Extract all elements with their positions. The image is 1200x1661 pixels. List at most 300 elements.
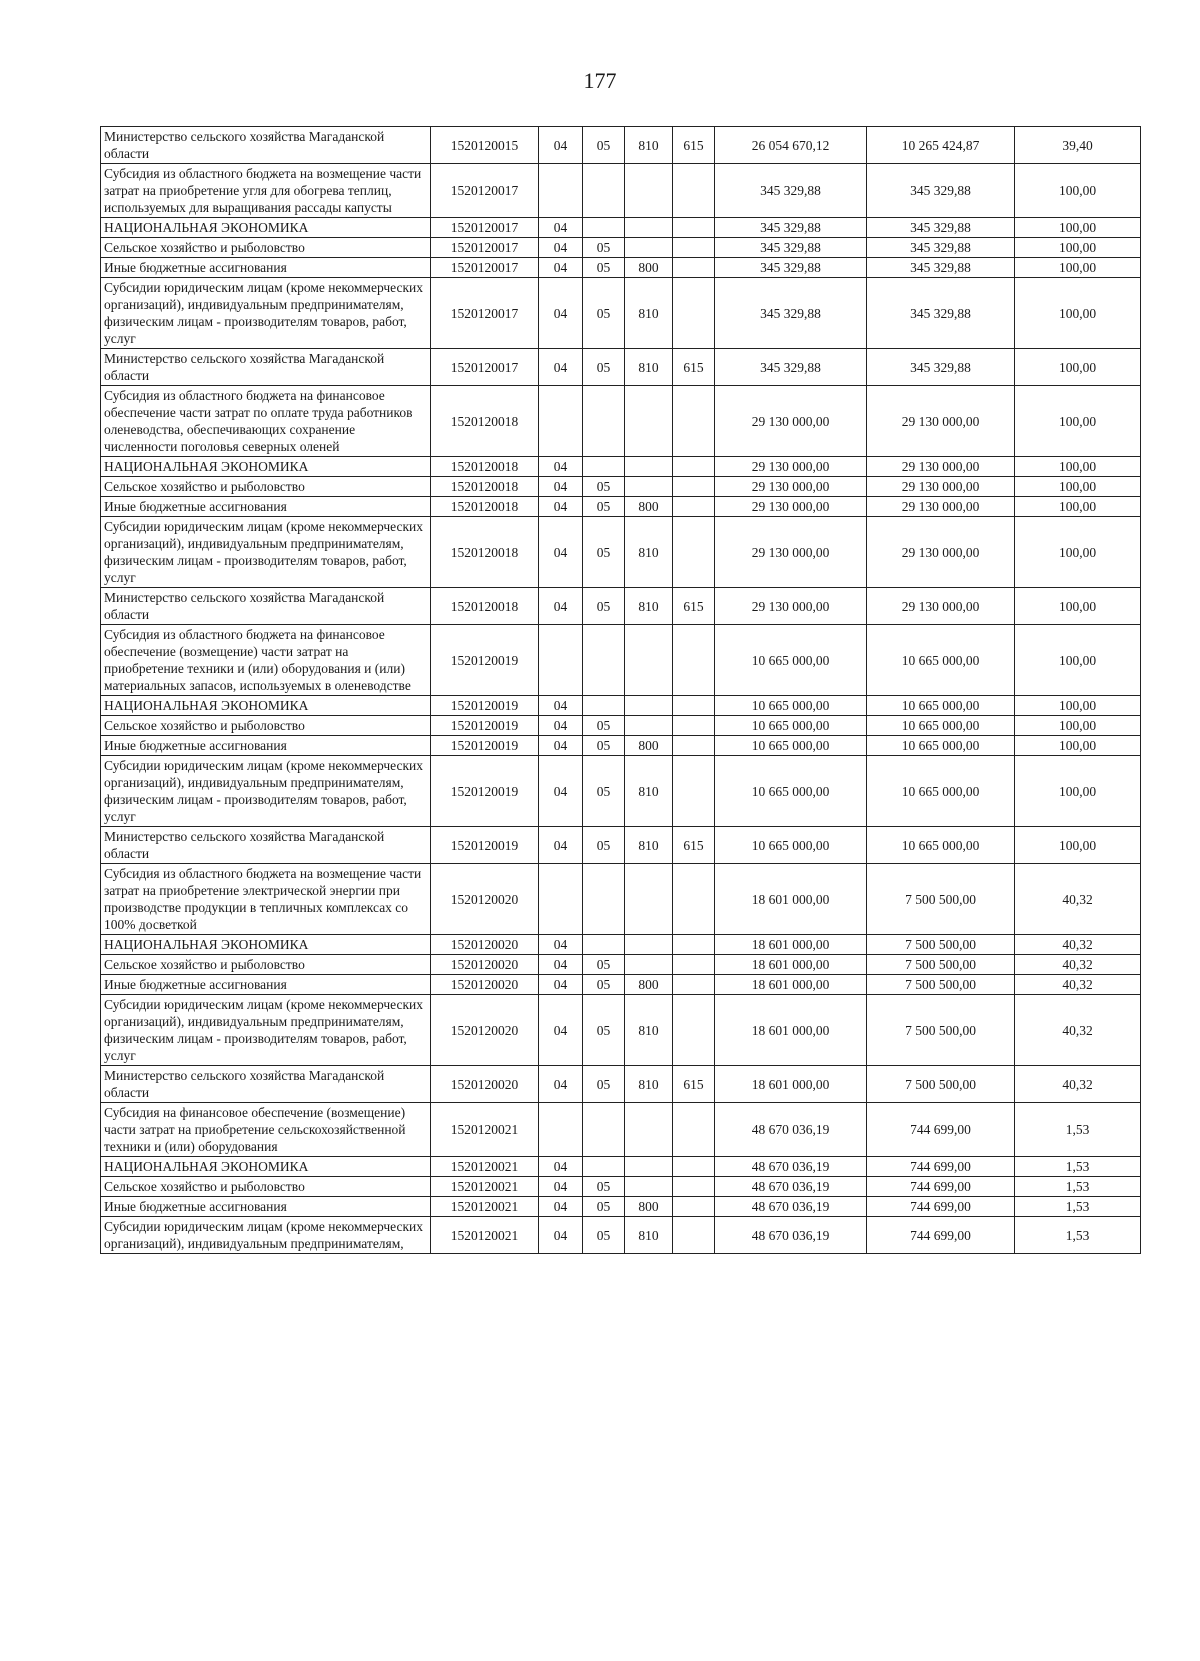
row-administrator: 615 bbox=[673, 127, 715, 164]
row-actual-amount: 345 329,88 bbox=[867, 349, 1015, 386]
row-target-code: 1520120020 bbox=[431, 1066, 539, 1103]
row-target-code: 1520120018 bbox=[431, 457, 539, 477]
table-row bbox=[101, 864, 1141, 935]
row-administrator bbox=[673, 457, 715, 477]
row-actual-amount: 29 130 000,00 bbox=[867, 477, 1015, 497]
row-section: 04 bbox=[539, 218, 583, 238]
row-target-code: 1520120020 bbox=[431, 864, 539, 935]
row-target-code: 1520120018 bbox=[431, 588, 539, 625]
row-administrator bbox=[673, 935, 715, 955]
row-administrator bbox=[673, 218, 715, 238]
row-subsection: 05 bbox=[583, 477, 625, 497]
row-target-code: 1520120017 bbox=[431, 349, 539, 386]
row-actual-amount: 10 665 000,00 bbox=[867, 716, 1015, 736]
row-name: Субсидия из областного бюджета на возмещение части затрат на приобретение угля для обогрева теплиц, используемых для выращивания рассады капусты bbox=[101, 164, 431, 218]
row-target-code: 1520120021 bbox=[431, 1177, 539, 1197]
row-planned-amount: 29 130 000,00 bbox=[715, 517, 867, 588]
row-name: Иные бюджетные ассигнования bbox=[101, 975, 431, 995]
row-target-code: 1520120017 bbox=[431, 164, 539, 218]
row-execution-percent: 100,00 bbox=[1015, 625, 1141, 696]
row-expense-type: 800 bbox=[625, 258, 673, 278]
row-administrator bbox=[673, 238, 715, 258]
page-number: 177 bbox=[583, 68, 617, 93]
row-administrator bbox=[673, 995, 715, 1066]
row-planned-amount: 10 665 000,00 bbox=[715, 625, 867, 696]
row-actual-amount: 10 665 000,00 bbox=[867, 827, 1015, 864]
row-section bbox=[539, 164, 583, 218]
row-execution-percent: 1,53 bbox=[1015, 1217, 1141, 1254]
table-row bbox=[101, 1197, 1141, 1217]
row-section: 04 bbox=[539, 935, 583, 955]
table-row bbox=[101, 736, 1141, 756]
row-expense-type bbox=[625, 477, 673, 497]
row-expense-type bbox=[625, 1103, 673, 1157]
row-expense-type: 800 bbox=[625, 497, 673, 517]
row-execution-percent: 40,32 bbox=[1015, 1066, 1141, 1103]
table-row bbox=[101, 1066, 1141, 1103]
row-planned-amount: 29 130 000,00 bbox=[715, 386, 867, 457]
table-row bbox=[101, 164, 1141, 218]
row-actual-amount: 744 699,00 bbox=[867, 1103, 1015, 1157]
table-row bbox=[101, 1177, 1141, 1197]
row-name: Министерство сельского хозяйства Магаданской области bbox=[101, 588, 431, 625]
row-section: 04 bbox=[539, 827, 583, 864]
table-row bbox=[101, 477, 1141, 497]
row-name: НАЦИОНАЛЬНАЯ ЭКОНОМИКА bbox=[101, 218, 431, 238]
row-name: Субсидии юридическим лицам (кроме некоммерческих организаций), индивидуальным предпринимателям, физическим лицам - производителям товаров, работ, услуг bbox=[101, 995, 431, 1066]
row-target-code: 1520120018 bbox=[431, 386, 539, 457]
row-target-code: 1520120020 bbox=[431, 935, 539, 955]
row-target-code: 1520120020 bbox=[431, 995, 539, 1066]
row-execution-percent: 100,00 bbox=[1015, 588, 1141, 625]
table-row bbox=[101, 827, 1141, 864]
row-name: Сельское хозяйство и рыболовство bbox=[101, 1177, 431, 1197]
row-name: Субсидия из областного бюджета на финансовое обеспечение части затрат по оплате труда работников оленеводства, обеспечивающих сохранение численности поголовья северных оленей bbox=[101, 386, 431, 457]
row-actual-amount: 29 130 000,00 bbox=[867, 457, 1015, 477]
table-row bbox=[101, 278, 1141, 349]
row-actual-amount: 10 665 000,00 bbox=[867, 756, 1015, 827]
row-actual-amount: 7 500 500,00 bbox=[867, 935, 1015, 955]
row-section bbox=[539, 386, 583, 457]
row-subsection: 05 bbox=[583, 1197, 625, 1217]
row-expense-type: 800 bbox=[625, 736, 673, 756]
row-expense-type: 810 bbox=[625, 756, 673, 827]
table-row bbox=[101, 995, 1141, 1066]
row-administrator: 615 bbox=[673, 1066, 715, 1103]
row-actual-amount: 345 329,88 bbox=[867, 238, 1015, 258]
row-name: Субсидии юридическим лицам (кроме некоммерческих организаций), индивидуальным предпринимателям, физическим лицам - производителям товаров, работ, услуг bbox=[101, 278, 431, 349]
row-name: НАЦИОНАЛЬНАЯ ЭКОНОМИКА bbox=[101, 1157, 431, 1177]
row-administrator bbox=[673, 477, 715, 497]
row-execution-percent: 40,32 bbox=[1015, 975, 1141, 995]
row-target-code: 1520120021 bbox=[431, 1197, 539, 1217]
row-planned-amount: 48 670 036,19 bbox=[715, 1103, 867, 1157]
row-section: 04 bbox=[539, 756, 583, 827]
row-name: Субсидия из областного бюджета на возмещение части затрат на приобретение электрической энергии при производстве продукции в тепличных комплексах со 100% досветкой bbox=[101, 864, 431, 935]
row-administrator bbox=[673, 696, 715, 716]
row-execution-percent: 100,00 bbox=[1015, 218, 1141, 238]
row-expense-type bbox=[625, 386, 673, 457]
row-execution-percent: 100,00 bbox=[1015, 457, 1141, 477]
row-execution-percent: 100,00 bbox=[1015, 258, 1141, 278]
row-section: 04 bbox=[539, 588, 583, 625]
row-section: 04 bbox=[539, 1157, 583, 1177]
row-name: Иные бюджетные ассигнования bbox=[101, 1197, 431, 1217]
row-planned-amount: 48 670 036,19 bbox=[715, 1197, 867, 1217]
row-planned-amount: 345 329,88 bbox=[715, 349, 867, 386]
row-execution-percent: 100,00 bbox=[1015, 497, 1141, 517]
row-administrator: 615 bbox=[673, 588, 715, 625]
row-target-code: 1520120017 bbox=[431, 238, 539, 258]
row-target-code: 1520120019 bbox=[431, 827, 539, 864]
row-administrator bbox=[673, 1177, 715, 1197]
row-target-code: 1520120020 bbox=[431, 975, 539, 995]
row-execution-percent: 100,00 bbox=[1015, 386, 1141, 457]
row-target-code: 1520120017 bbox=[431, 258, 539, 278]
row-planned-amount: 10 665 000,00 bbox=[715, 756, 867, 827]
row-planned-amount: 18 601 000,00 bbox=[715, 955, 867, 975]
row-actual-amount: 7 500 500,00 bbox=[867, 975, 1015, 995]
row-planned-amount: 48 670 036,19 bbox=[715, 1217, 867, 1254]
row-actual-amount: 7 500 500,00 bbox=[867, 955, 1015, 975]
row-administrator bbox=[673, 1157, 715, 1177]
row-execution-percent: 100,00 bbox=[1015, 716, 1141, 736]
table-row bbox=[101, 386, 1141, 457]
row-target-code: 1520120019 bbox=[431, 756, 539, 827]
row-execution-percent: 100,00 bbox=[1015, 827, 1141, 864]
row-actual-amount: 29 130 000,00 bbox=[867, 517, 1015, 588]
row-section: 04 bbox=[539, 349, 583, 386]
row-expense-type bbox=[625, 238, 673, 258]
row-administrator bbox=[673, 497, 715, 517]
row-name: Министерство сельского хозяйства Магаданской области bbox=[101, 827, 431, 864]
budget-table bbox=[100, 126, 1141, 1254]
row-expense-type: 810 bbox=[625, 827, 673, 864]
row-name: НАЦИОНАЛЬНАЯ ЭКОНОМИКА bbox=[101, 457, 431, 477]
row-expense-type: 810 bbox=[625, 995, 673, 1066]
row-section bbox=[539, 1103, 583, 1157]
row-planned-amount: 345 329,88 bbox=[715, 278, 867, 349]
row-expense-type: 810 bbox=[625, 1066, 673, 1103]
row-target-code: 1520120017 bbox=[431, 278, 539, 349]
row-subsection bbox=[583, 864, 625, 935]
row-section: 04 bbox=[539, 716, 583, 736]
row-target-code: 1520120019 bbox=[431, 716, 539, 736]
row-subsection: 05 bbox=[583, 736, 625, 756]
table-row bbox=[101, 1217, 1141, 1254]
row-actual-amount: 7 500 500,00 bbox=[867, 995, 1015, 1066]
row-administrator bbox=[673, 1103, 715, 1157]
row-administrator bbox=[673, 517, 715, 588]
row-subsection: 05 bbox=[583, 497, 625, 517]
row-actual-amount: 29 130 000,00 bbox=[867, 497, 1015, 517]
row-actual-amount: 10 265 424,87 bbox=[867, 127, 1015, 164]
row-execution-percent: 1,53 bbox=[1015, 1177, 1141, 1197]
row-section: 04 bbox=[539, 736, 583, 756]
row-actual-amount: 29 130 000,00 bbox=[867, 386, 1015, 457]
row-administrator: 615 bbox=[673, 349, 715, 386]
row-planned-amount: 345 329,88 bbox=[715, 258, 867, 278]
table-row bbox=[101, 349, 1141, 386]
table-row bbox=[101, 127, 1141, 164]
row-execution-percent: 1,53 bbox=[1015, 1157, 1141, 1177]
row-subsection bbox=[583, 164, 625, 218]
row-actual-amount: 345 329,88 bbox=[867, 278, 1015, 349]
row-actual-amount: 744 699,00 bbox=[867, 1177, 1015, 1197]
row-actual-amount: 744 699,00 bbox=[867, 1157, 1015, 1177]
row-name: НАЦИОНАЛЬНАЯ ЭКОНОМИКА bbox=[101, 935, 431, 955]
table-row bbox=[101, 497, 1141, 517]
row-planned-amount: 18 601 000,00 bbox=[715, 1066, 867, 1103]
row-expense-type bbox=[625, 864, 673, 935]
row-planned-amount: 10 665 000,00 bbox=[715, 736, 867, 756]
row-name: Субсидии юридическим лицам (кроме некоммерческих организаций), индивидуальным предпринимателям, bbox=[101, 1217, 431, 1254]
row-target-code: 1520120017 bbox=[431, 218, 539, 238]
row-section: 04 bbox=[539, 696, 583, 716]
row-subsection: 05 bbox=[583, 827, 625, 864]
row-expense-type: 810 bbox=[625, 588, 673, 625]
row-expense-type bbox=[625, 1157, 673, 1177]
row-administrator bbox=[673, 864, 715, 935]
row-administrator bbox=[673, 386, 715, 457]
row-expense-type: 810 bbox=[625, 127, 673, 164]
row-subsection bbox=[583, 386, 625, 457]
row-expense-type bbox=[625, 625, 673, 696]
row-subsection bbox=[583, 1103, 625, 1157]
row-target-code: 1520120015 bbox=[431, 127, 539, 164]
row-actual-amount: 10 665 000,00 bbox=[867, 736, 1015, 756]
row-section: 04 bbox=[539, 238, 583, 258]
row-execution-percent: 40,32 bbox=[1015, 864, 1141, 935]
table-row bbox=[101, 517, 1141, 588]
row-subsection: 05 bbox=[583, 975, 625, 995]
row-administrator bbox=[673, 975, 715, 995]
row-planned-amount: 18 601 000,00 bbox=[715, 975, 867, 995]
row-planned-amount: 345 329,88 bbox=[715, 218, 867, 238]
row-target-code: 1520120021 bbox=[431, 1157, 539, 1177]
row-planned-amount: 10 665 000,00 bbox=[715, 696, 867, 716]
row-subsection bbox=[583, 457, 625, 477]
row-subsection: 05 bbox=[583, 1177, 625, 1197]
row-actual-amount: 10 665 000,00 bbox=[867, 696, 1015, 716]
row-name: Министерство сельского хозяйства Магаданской области bbox=[101, 1066, 431, 1103]
row-expense-type bbox=[625, 1177, 673, 1197]
row-planned-amount: 18 601 000,00 bbox=[715, 864, 867, 935]
row-expense-type bbox=[625, 716, 673, 736]
row-administrator bbox=[673, 625, 715, 696]
row-subsection: 05 bbox=[583, 278, 625, 349]
row-expense-type bbox=[625, 164, 673, 218]
row-subsection bbox=[583, 1157, 625, 1177]
table-row bbox=[101, 955, 1141, 975]
row-execution-percent: 40,32 bbox=[1015, 955, 1141, 975]
row-execution-percent: 100,00 bbox=[1015, 349, 1141, 386]
row-expense-type bbox=[625, 935, 673, 955]
row-section: 04 bbox=[539, 1177, 583, 1197]
row-name: НАЦИОНАЛЬНАЯ ЭКОНОМИКА bbox=[101, 696, 431, 716]
row-administrator bbox=[673, 1197, 715, 1217]
row-subsection: 05 bbox=[583, 588, 625, 625]
row-name: Субсидии юридическим лицам (кроме некоммерческих организаций), индивидуальным предпринимателям, физическим лицам - производителям товаров, работ, услуг bbox=[101, 517, 431, 588]
row-name: Иные бюджетные ассигнования bbox=[101, 497, 431, 517]
row-actual-amount: 744 699,00 bbox=[867, 1197, 1015, 1217]
table-row bbox=[101, 625, 1141, 696]
row-name: Субсидии юридическим лицам (кроме некоммерческих организаций), индивидуальным предпринимателям, физическим лицам - производителям товаров, работ, услуг bbox=[101, 756, 431, 827]
table-row bbox=[101, 696, 1141, 716]
row-administrator bbox=[673, 1217, 715, 1254]
row-execution-percent: 1,53 bbox=[1015, 1197, 1141, 1217]
row-name: Министерство сельского хозяйства Магаданской области bbox=[101, 127, 431, 164]
row-actual-amount: 345 329,88 bbox=[867, 164, 1015, 218]
row-actual-amount: 10 665 000,00 bbox=[867, 625, 1015, 696]
table-row bbox=[101, 975, 1141, 995]
row-planned-amount: 345 329,88 bbox=[715, 164, 867, 218]
row-section: 04 bbox=[539, 1197, 583, 1217]
row-subsection: 05 bbox=[583, 1066, 625, 1103]
row-name: Сельское хозяйство и рыболовство bbox=[101, 477, 431, 497]
row-target-code: 1520120018 bbox=[431, 517, 539, 588]
row-section: 04 bbox=[539, 955, 583, 975]
row-planned-amount: 10 665 000,00 bbox=[715, 716, 867, 736]
row-planned-amount: 29 130 000,00 bbox=[715, 457, 867, 477]
row-section: 04 bbox=[539, 1066, 583, 1103]
row-name: Сельское хозяйство и рыболовство bbox=[101, 716, 431, 736]
row-expense-type bbox=[625, 218, 673, 238]
row-name: Субсидия из областного бюджета на финансовое обеспечение (возмещение) части затрат на приобретение техники и (или) оборудования и (или) материальных запасов, используемых в оленеводстве bbox=[101, 625, 431, 696]
row-planned-amount: 18 601 000,00 bbox=[715, 935, 867, 955]
row-expense-type bbox=[625, 696, 673, 716]
row-section: 04 bbox=[539, 497, 583, 517]
row-target-code: 1520120018 bbox=[431, 477, 539, 497]
row-expense-type: 800 bbox=[625, 1197, 673, 1217]
row-administrator bbox=[673, 955, 715, 975]
row-administrator bbox=[673, 756, 715, 827]
row-execution-percent: 40,32 bbox=[1015, 995, 1141, 1066]
row-expense-type bbox=[625, 955, 673, 975]
row-subsection: 05 bbox=[583, 349, 625, 386]
row-execution-percent: 100,00 bbox=[1015, 696, 1141, 716]
row-planned-amount: 18 601 000,00 bbox=[715, 995, 867, 1066]
row-subsection: 05 bbox=[583, 955, 625, 975]
row-execution-percent: 100,00 bbox=[1015, 238, 1141, 258]
row-subsection: 05 bbox=[583, 1217, 625, 1254]
row-execution-percent: 100,00 bbox=[1015, 736, 1141, 756]
row-administrator bbox=[673, 164, 715, 218]
row-planned-amount: 29 130 000,00 bbox=[715, 588, 867, 625]
row-actual-amount: 7 500 500,00 bbox=[867, 1066, 1015, 1103]
row-subsection: 05 bbox=[583, 756, 625, 827]
table-row bbox=[101, 588, 1141, 625]
row-actual-amount: 7 500 500,00 bbox=[867, 864, 1015, 935]
row-section: 04 bbox=[539, 477, 583, 497]
row-actual-amount: 345 329,88 bbox=[867, 218, 1015, 238]
row-planned-amount: 29 130 000,00 bbox=[715, 497, 867, 517]
row-expense-type bbox=[625, 457, 673, 477]
row-section: 04 bbox=[539, 258, 583, 278]
row-name: Субсидия на финансовое обеспечение (возмещение) части затрат на приобретение сельскохозяйственной техники и (или) оборудования bbox=[101, 1103, 431, 1157]
row-actual-amount: 744 699,00 bbox=[867, 1217, 1015, 1254]
row-planned-amount: 48 670 036,19 bbox=[715, 1157, 867, 1177]
table-row bbox=[101, 238, 1141, 258]
row-name: Иные бюджетные ассигнования bbox=[101, 736, 431, 756]
table-row bbox=[101, 218, 1141, 238]
row-execution-percent: 39,40 bbox=[1015, 127, 1141, 164]
row-administrator bbox=[673, 736, 715, 756]
row-subsection: 05 bbox=[583, 517, 625, 588]
row-section bbox=[539, 864, 583, 935]
row-section: 04 bbox=[539, 975, 583, 995]
row-target-code: 1520120021 bbox=[431, 1217, 539, 1254]
row-subsection bbox=[583, 218, 625, 238]
row-subsection bbox=[583, 625, 625, 696]
row-expense-type: 800 bbox=[625, 975, 673, 995]
table-row bbox=[101, 1103, 1141, 1157]
table-row bbox=[101, 258, 1141, 278]
row-execution-percent: 100,00 bbox=[1015, 477, 1141, 497]
row-target-code: 1520120019 bbox=[431, 736, 539, 756]
row-expense-type: 810 bbox=[625, 349, 673, 386]
row-administrator bbox=[673, 716, 715, 736]
table-row bbox=[101, 716, 1141, 736]
row-planned-amount: 10 665 000,00 bbox=[715, 827, 867, 864]
row-target-code: 1520120020 bbox=[431, 955, 539, 975]
row-subsection: 05 bbox=[583, 127, 625, 164]
row-target-code: 1520120021 bbox=[431, 1103, 539, 1157]
row-expense-type: 810 bbox=[625, 1217, 673, 1254]
row-actual-amount: 29 130 000,00 bbox=[867, 588, 1015, 625]
row-section: 04 bbox=[539, 517, 583, 588]
row-execution-percent: 100,00 bbox=[1015, 278, 1141, 349]
row-planned-amount: 345 329,88 bbox=[715, 238, 867, 258]
row-execution-percent: 40,32 bbox=[1015, 935, 1141, 955]
row-target-code: 1520120019 bbox=[431, 625, 539, 696]
table-row bbox=[101, 935, 1141, 955]
row-actual-amount: 345 329,88 bbox=[867, 258, 1015, 278]
row-section: 04 bbox=[539, 995, 583, 1066]
table-row bbox=[101, 1157, 1141, 1177]
table-row bbox=[101, 457, 1141, 477]
row-planned-amount: 26 054 670,12 bbox=[715, 127, 867, 164]
table-row bbox=[101, 756, 1141, 827]
row-subsection bbox=[583, 696, 625, 716]
row-section: 04 bbox=[539, 127, 583, 164]
row-target-code: 1520120018 bbox=[431, 497, 539, 517]
row-section: 04 bbox=[539, 457, 583, 477]
row-subsection: 05 bbox=[583, 238, 625, 258]
row-section: 04 bbox=[539, 1217, 583, 1254]
row-administrator bbox=[673, 258, 715, 278]
row-expense-type: 810 bbox=[625, 278, 673, 349]
row-expense-type: 810 bbox=[625, 517, 673, 588]
row-execution-percent: 100,00 bbox=[1015, 517, 1141, 588]
row-execution-percent: 100,00 bbox=[1015, 164, 1141, 218]
table-body bbox=[101, 127, 1141, 1254]
row-execution-percent: 100,00 bbox=[1015, 756, 1141, 827]
row-name: Сельское хозяйство и рыболовство bbox=[101, 955, 431, 975]
row-execution-percent: 1,53 bbox=[1015, 1103, 1141, 1157]
row-name: Сельское хозяйство и рыболовство bbox=[101, 238, 431, 258]
row-name: Министерство сельского хозяйства Магаданской области bbox=[101, 349, 431, 386]
row-subsection: 05 bbox=[583, 716, 625, 736]
row-section: 04 bbox=[539, 278, 583, 349]
row-planned-amount: 48 670 036,19 bbox=[715, 1177, 867, 1197]
row-subsection bbox=[583, 935, 625, 955]
row-planned-amount: 29 130 000,00 bbox=[715, 477, 867, 497]
row-administrator bbox=[673, 278, 715, 349]
row-target-code: 1520120019 bbox=[431, 696, 539, 716]
row-name: Иные бюджетные ассигнования bbox=[101, 258, 431, 278]
row-administrator: 615 bbox=[673, 827, 715, 864]
